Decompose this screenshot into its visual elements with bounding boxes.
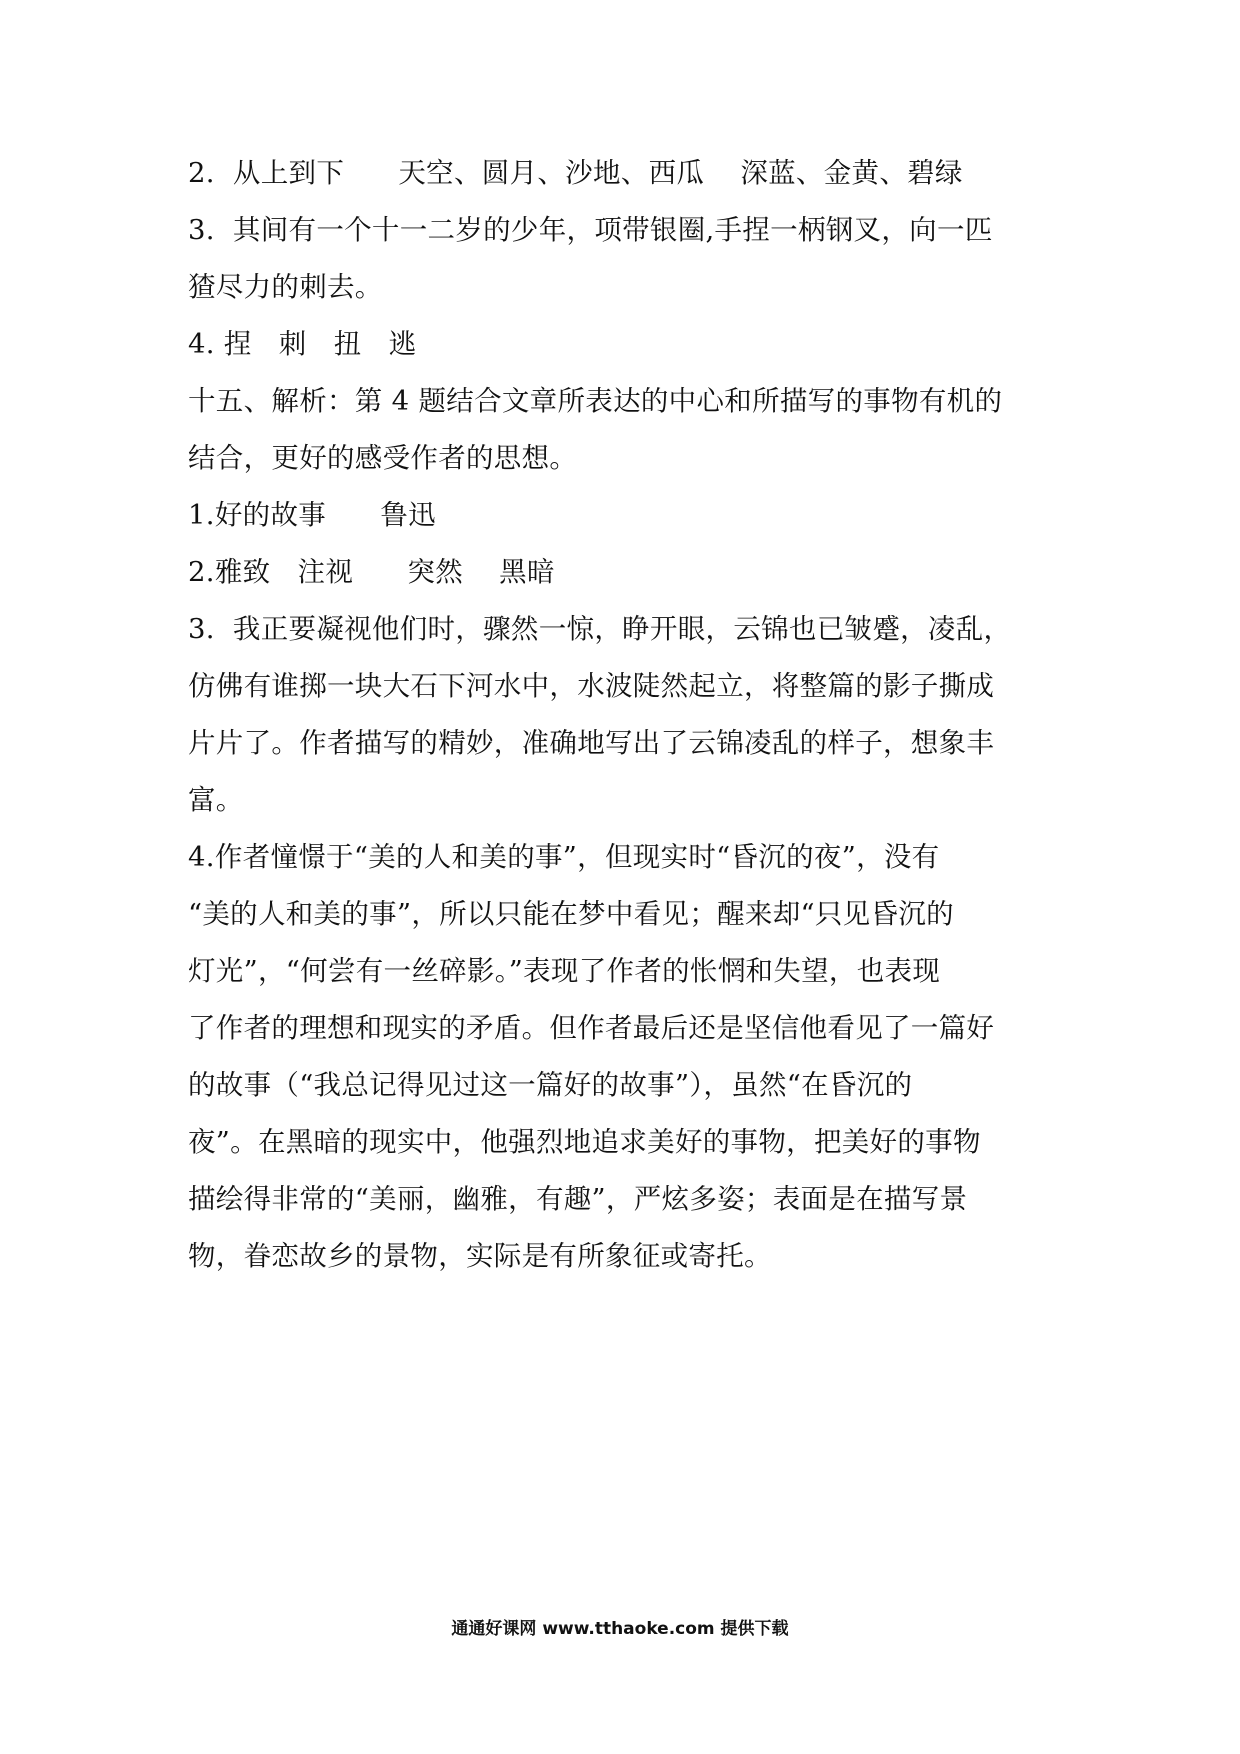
answer-line-4-analysis: 4.作者憧憬于“美的人和美的事”，但现实时“昏沉的夜”，没有 xyxy=(188,841,940,873)
answer-line-1-title: 1.好的故事 鲁迅 xyxy=(188,499,436,531)
answer-line-4-analysis-8: 物，眷恋故乡的景物，实际是有所象征或寄托。 xyxy=(188,1240,772,1272)
answer-line-4-analysis-7: 描绘得非常的“美丽，幽雅，有趣”，严炫多姿；表面是在描写景 xyxy=(188,1183,968,1215)
answer-line-3-quote: 3. 我正要凝视他们时，骤然一惊，睁开眼，云锦也已皱蹙，凌乱， xyxy=(188,613,1012,645)
answer-line-3-sentence: 3. 其间有一个十一二岁的少年，项带银圈,手捏一柄钢叉，向一匹 xyxy=(188,214,993,246)
footer-source-text: 通通好课网 www.tthaoke.com 提供下载 xyxy=(451,1619,789,1639)
answer-line-2-order: 2. 从上到下 天空、圆月、沙地、西瓜 深蓝、金黄、碧绿 xyxy=(188,157,963,189)
section-15-heading-continued: 结合，更好的感受作者的思想。 xyxy=(188,442,578,474)
answer-line-3-quote-3: 片片了。作者描写的精妙，准确地写出了云锦凌乱的样子，想象丰 xyxy=(188,727,995,759)
answer-line-4-analysis-5: 的故事（“我总记得见过这一篇好的故事”），虽然“在昏沉的 xyxy=(188,1069,913,1101)
answer-line-3-quote-2: 仿佛有谁掷一块大石下河水中，水波陡然起立，将整篇的影子撕成 xyxy=(188,670,995,702)
answer-text-block xyxy=(188,145,1043,1285)
answer-line-4-verbs: 4. 捏 刺 扭 逃 xyxy=(188,328,417,360)
answer-line-4-analysis-6: 夜”。在黑暗的现实中，他强烈地追求美好的事物，把美好的事物 xyxy=(188,1126,981,1158)
answer-line-2-words: 2.雅致 注视 突然 黑暗 xyxy=(188,556,555,588)
answer-line-3-quote-4: 富。 xyxy=(188,784,244,816)
answer-line-4-analysis-2: “美的人和美的事”，所以只能在梦中看见；醒来却“只见昏沉的 xyxy=(188,898,954,930)
answer-line-4-analysis-4: 了作者的理想和现实的矛盾。但作者最后还是坚信他看见了一篇好 xyxy=(188,1012,995,1044)
answer-line-4-analysis-3: 灯光”，“何尝有一丝碎影。”表现了作者的怅惘和失望，也表现 xyxy=(188,955,941,987)
section-15-heading: 十五、解析：第 4 题结合文章所表达的中心和所描写的事物有机的 xyxy=(188,385,1003,417)
answer-line-3-continued: 猹尽力的刺去。 xyxy=(188,271,383,303)
